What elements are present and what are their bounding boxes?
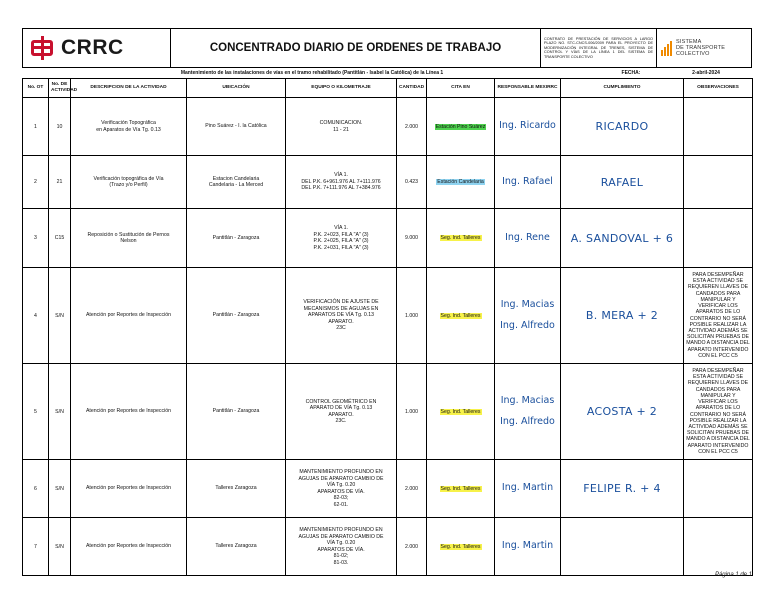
cell-no-ot: 6 (23, 460, 49, 518)
col-cantidad: CANTIDAD (397, 79, 427, 98)
cell-cantidad: 0.423 (397, 156, 427, 209)
cell-equipo: VÍA 1. DEL P.K. 6+961.976 AL 7+111.976 DEL P.K. 7+111.976 AL 7+384.976 (286, 156, 397, 209)
cell-cita (427, 268, 495, 364)
cell-actividad: 21 (49, 156, 71, 209)
work-orders-table (22, 78, 753, 576)
cell-cumplimiento: RICARDO (561, 98, 684, 156)
cita-highlight: Seg. Ind. Talleres (440, 235, 481, 241)
cell-observaciones (684, 460, 753, 518)
cell-no-ot: 5 (23, 364, 49, 460)
cita-highlight: Seg. Ind. Talleres (440, 543, 481, 550)
contract-text: CONTRATO DE PRESTACIÓN DE SERVICIOS A LARGO PLAZO NO. STC-CNCS-006/2009 PARA EL PROYECTO DE MODERNIZACIÓN INTEGRAL DE TRENES, SISTEMA DE CONTROL Y VÍAS DE LA LÍNEA 1 DEL SISTEMA DE TRANSPORTE COLECTIVO (541, 29, 657, 68)
cell-no-ot: 3 (23, 209, 49, 268)
cell-descripcion: Verificación Topográfica en Aparatos de Vía Tg. 0.13 (71, 98, 187, 156)
cell-descripcion: Atención por Reportes de Inspección (71, 268, 187, 364)
table-row (23, 364, 753, 460)
cell-observaciones (684, 98, 753, 156)
cell-ubicacion: Pino Suárez - I. la Católica (187, 98, 286, 156)
cell-observaciones (684, 518, 753, 576)
cell-equipo: VERIFICACIÓN DE AJUSTE DE MECANISMOS DE AGUJAS EN APARATOS DE VÍA Tg. 0.13 APARATO. 23C (286, 268, 397, 364)
cell-descripcion: Atención por Reportes de Inspección (71, 518, 187, 576)
col-ubicacion: UBICACIÓN (187, 79, 286, 98)
cell-cita (427, 460, 495, 518)
cell-responsable: Ing. Ricardo (495, 98, 561, 156)
cell-responsable: Ing. Macias Ing. Alfredo (495, 268, 561, 364)
cell-ubicacion: Pantitlán - Zaragoza (187, 364, 286, 460)
col-no-ot: No. OT (23, 79, 49, 98)
cell-no-ot: 4 (23, 268, 49, 364)
table-row (23, 518, 753, 576)
cita-highlight: Seg. Ind. Talleres (440, 408, 481, 415)
document-title: CONCENTRADO DIARIO DE ORDENES DE TRABAJO (171, 29, 541, 68)
stc-logo-icon (661, 41, 672, 56)
cell-actividad: S/N (49, 268, 71, 364)
cell-equipo: MANTENIMIENTO PROFUNDO EN AGUJAS DE APARATO CAMBIO DE VÍA Tg. 0.20 APARATOS DE VÍA. 81-02; 81-03. (286, 518, 397, 576)
cita-highlight: Estación Candelaria (437, 179, 484, 185)
cell-ubicacion: Talleres Zaragoza (187, 518, 286, 576)
cell-observaciones: PARA DESEMPEÑAR ESTA ACTIVIDAD SE REQUIEREN LLAVES DE CANDADOS PARA MANIPULAR Y VERIFICAR LOS APARATOS DE LO CONTRARIO NO SERÁ POSIBLE REALIZAR LA ACTIVIDAD ADEMÁS SE SOLICITAN PRUEBAS DE MANDO A DISTANCIA DEL APARATO INTERVENIDO CON EL PCC C5 (684, 364, 753, 460)
cell-descripcion: Atención por Reportes de Inspección (71, 460, 187, 518)
cell-actividad: C15 (49, 209, 71, 268)
cell-cantidad: 1.000 (397, 364, 427, 460)
cell-observaciones: PARA DESEMPEÑAR ESTA ACTIVIDAD SE REQUIEREN LLAVES DE CANDADOS PARA MANIPULAR Y VERIFICAR LOS APARATOS DE LO CONTRARIO NO SERÁ POSIBLE REALIZAR LA ACTIVIDAD ADEMÁS SE SOLICITAN PRUEBAS DE MANDO A DISTANCIA DEL APARATO INTERVENIDO CON EL PCC C5 (684, 268, 753, 364)
cell-responsable: Ing. Rafael (495, 156, 561, 209)
cell-actividad: S/N (49, 460, 71, 518)
cell-cantidad: 2.000 (397, 460, 427, 518)
table-row (23, 98, 753, 156)
cell-responsable: Ing. Martin (495, 460, 561, 518)
cell-cita (427, 209, 495, 268)
table-header-row (23, 79, 753, 98)
crrc-logo-icon (31, 40, 53, 56)
subheader (22, 68, 752, 78)
cell-cantidad: 2.000 (397, 98, 427, 156)
cell-cumplimiento: A. SANDOVAL + 6 (561, 209, 684, 268)
stc-logo-cell (657, 29, 752, 68)
table-row (23, 209, 753, 268)
page-number: Página 1 de 1 (714, 572, 752, 578)
cell-cantidad: 9.000 (397, 209, 427, 268)
cell-cita (427, 364, 495, 460)
cell-observaciones (684, 156, 753, 209)
cell-no-ot: 2 (23, 156, 49, 209)
cell-observaciones (684, 209, 753, 268)
cell-cantidad: 1.000 (397, 268, 427, 364)
cell-cumplimiento (561, 518, 684, 576)
cita-highlight: Seg. Ind. Talleres (440, 485, 481, 492)
table-row (23, 268, 753, 364)
cell-equipo: COMUNICACION. 11 - 21 (286, 98, 397, 156)
col-observaciones: OBSERVACIONES (684, 79, 753, 98)
document-header (22, 28, 752, 68)
crrc-logo-text: CRRC (61, 36, 124, 59)
cell-no-ot: 7 (23, 518, 49, 576)
crrc-logo-cell (23, 29, 171, 68)
cell-cita (427, 518, 495, 576)
crrc-logo (23, 36, 170, 60)
cell-cumplimiento: B. MERA + 2 (561, 268, 684, 364)
cell-responsable: Ing. Macias Ing. Alfredo (495, 364, 561, 460)
cell-equipo: MANTENIMIENTO PROFUNDO EN AGUJAS DE APARATO CAMBIO DE VÍA Tg. 0.20 APARATOS DE VÍA. 82-03; 62-01. (286, 460, 397, 518)
cell-ubicacion: Pantitlán - Zaragoza (187, 268, 286, 364)
cell-no-ot: 1 (23, 98, 49, 156)
cell-cita (427, 98, 495, 156)
cell-descripcion: Verificación topográfica de Vía (Trazo y/o Perfil) (71, 156, 187, 209)
cell-ubicacion: Pantitlán - Zaragoza (187, 209, 286, 268)
col-cumplimiento: CUMPLIMIENTO (561, 79, 684, 98)
cell-responsable: Ing. Rene (495, 209, 561, 268)
cell-ubicacion: Estacion Candelaria Candelaria - La Merced (187, 156, 286, 209)
col-no-actividad: No. DE ACTIVIDAD (49, 79, 71, 98)
cita-highlight: Estación Pino Suárez (435, 123, 486, 130)
cell-ubicacion: Talleres Zaragoza (187, 460, 286, 518)
table-row (23, 156, 753, 209)
cell-equipo: VÍA 1. P.K. 2+023, FILA "A" (3) P.K. 2+025, FILA "A" (3) P.K. 2+031, FILA "A" (3) (286, 209, 397, 268)
cell-actividad: S/N (49, 364, 71, 460)
cell-actividad: S/N (49, 518, 71, 576)
cell-descripcion: Reposición o Sustitución de Pernos Nelson (71, 209, 187, 268)
stc-logo (657, 39, 751, 58)
cell-cumplimiento: FELIPE R. + 4 (561, 460, 684, 518)
table-row (23, 460, 753, 518)
cita-highlight: Seg. Ind. Talleres (440, 312, 481, 319)
cell-equipo: CONTROL GEOMÉTRICO EN APARATO DE VÍA Tg. 0.13 APARATO. 23C. (286, 364, 397, 460)
cell-cantidad: 2.000 (397, 518, 427, 576)
cell-cita (427, 156, 495, 209)
col-cita: CITA EN (427, 79, 495, 98)
col-descripcion: DESCRIPCION DE LA ACTIVIDAD (71, 79, 187, 98)
date-label: FECHA: (621, 70, 641, 76)
work-description: Mantenimiento de las instalaciones de vías en el tramo rehabilitado (Pantitlán - Isabel la Católica) de la Línea 1 (180, 70, 444, 76)
col-equipo: EQUIPO O KILOMETRAJE (286, 79, 397, 98)
date-value: 2-abril-2024 (692, 70, 720, 76)
cell-actividad: 10 (49, 98, 71, 156)
cell-responsable: Ing. Martin (495, 518, 561, 576)
cell-descripcion: Atención por Reportes de Inspección (71, 364, 187, 460)
document (22, 28, 752, 576)
stc-logo-text: SISTEMA DE TRANSPORTE COLECTIVO (676, 38, 726, 58)
col-responsable: RESPONSABLE MEXIRRC (495, 79, 561, 98)
cell-cumplimiento: RAFAEL (561, 156, 684, 209)
cell-cumplimiento: ACOSTA + 2 (561, 364, 684, 460)
